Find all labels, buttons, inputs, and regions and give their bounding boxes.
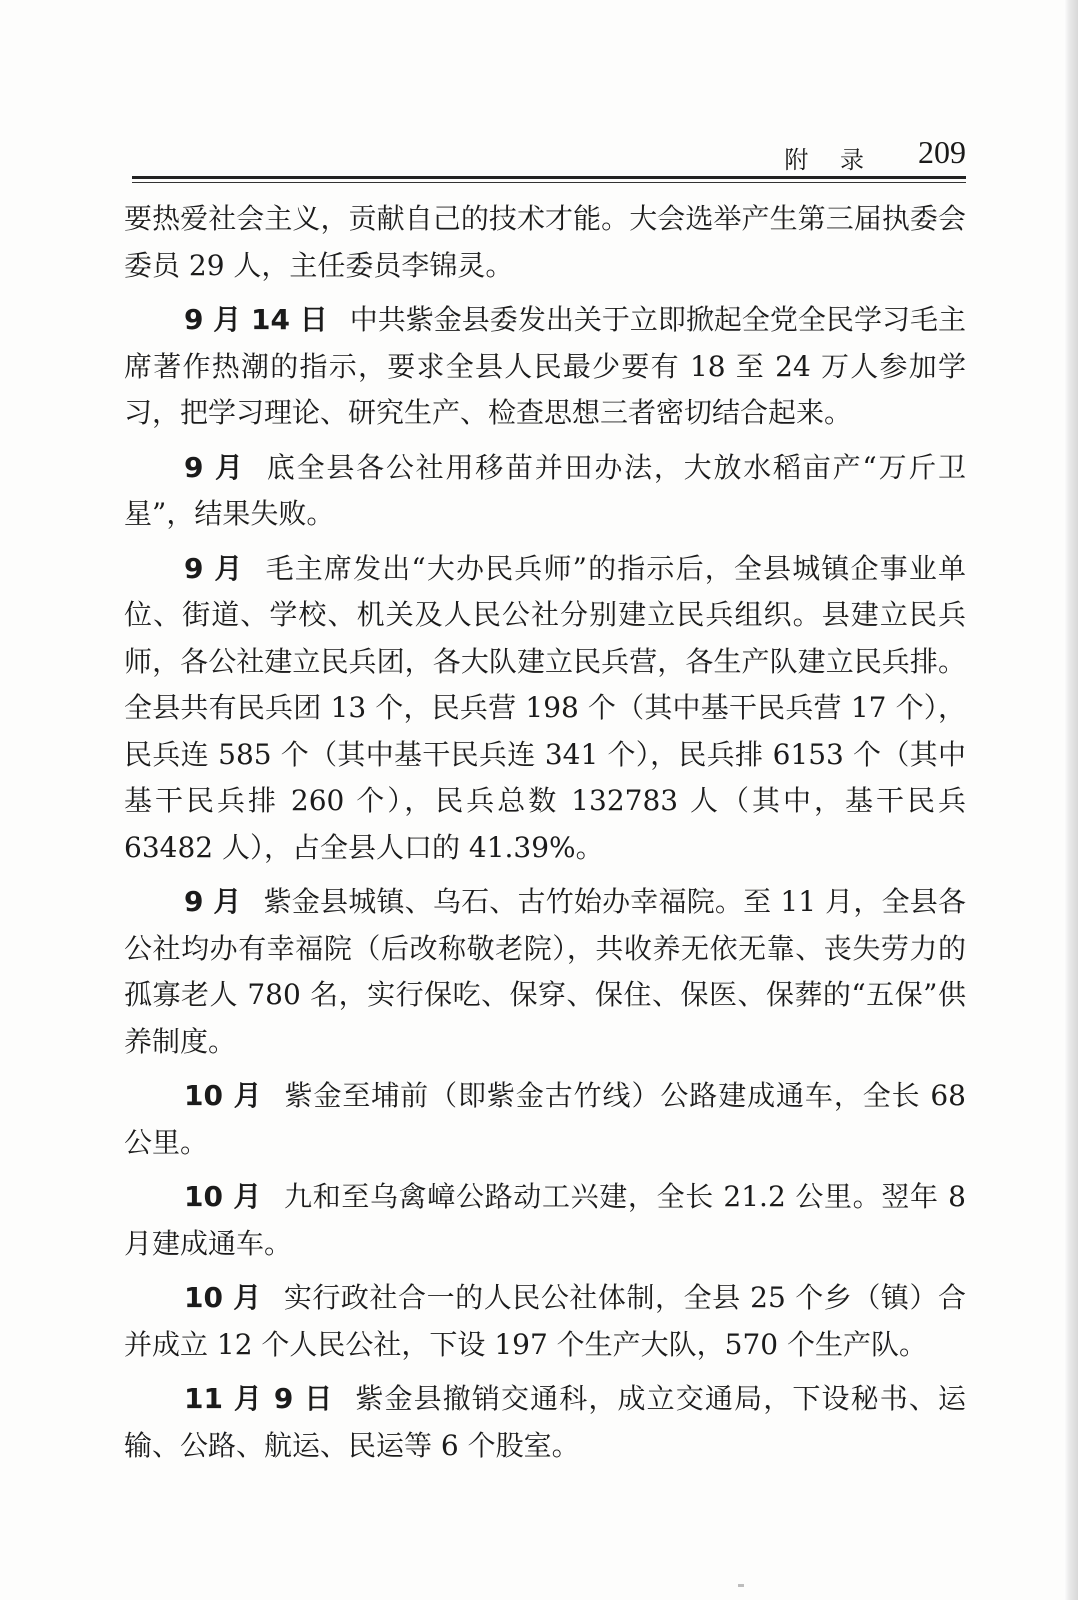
entry-date: 10 月 <box>184 1079 263 1112</box>
entry-date: 9 月 14 日 <box>184 303 328 336</box>
running-header <box>132 134 966 174</box>
scan-speck <box>738 1584 744 1587</box>
page-number: 209 <box>918 134 966 170</box>
entry-text: 紫金县撤销交通科，成立交通局，下设秘书、运输、公路、航运、民运等 6 个股室。 <box>124 1382 966 1462</box>
chronicle-body <box>124 196 966 1477</box>
entry-text: 紫金县城镇、乌石、古竹始办幸福院。至 11 月，全县各公社均办有幸福院（后改称敬老院），共收养无依无靠、丧失劳力的孤寡老人 780 名，实行保吃、保穿、保住、保医、保葬的“五保”供养制度。 <box>124 885 966 1058</box>
header-rule-thin <box>132 182 966 183</box>
entry-text: 紫金至埔前（即紫金古竹线）公路建成通车，全长 68 公里。 <box>124 1079 966 1159</box>
header-rule-thick <box>132 176 966 179</box>
entry-text: 实行政社合一的人民公社体制，全县 25 个乡（镇）合并成立 12 个人民公社，下设 197 个生产大队，570 个生产队。 <box>124 1281 966 1361</box>
chronicle-entry <box>124 1073 966 1166</box>
chronicle-entry <box>124 445 966 538</box>
entry-text: 底全县各公社用移苗并田办法，大放水稻亩产“万斤卫星”，结果失败。 <box>124 450 966 530</box>
paragraph-text: 要热爱社会主义，贡献自己的技术才能。大会选举产生第三届执委会委员 29 人，主任委员李锦灵。 <box>124 202 966 282</box>
entry-text: 中共紫金县委发出关于立即掀起全党全民学习毛主席著作热潮的指示，要求全县人民最少要有 18 至 24 万人参加学习，把学习理论、研究生产、检查思想三者密切结合起来。 <box>124 303 966 429</box>
chronicle-entry <box>124 1376 966 1469</box>
entry-date: 9 月 <box>184 551 244 585</box>
entry-text: 九和至乌禽嶂公路动工兴建，全长 21.2 公里。翌年 8 月建成通车。 <box>124 1180 966 1260</box>
entry-text: 毛主席发出“大办民兵师”的指示后，全县城镇企事业单位、街道、学校、机关及人民公社分别建立民兵组织。县建立民兵师，各公社建立民兵团，各大队建立民兵营，各生产队建立民兵排。全县共有民兵团 13 个，民兵营 198 个（其中基干民兵营 17 个），民兵连 585 个（其中基干民兵连 341 个），民兵排 6153 个（其中基干民兵排 260 个），民兵总数 132783 人（其中，基干民兵 63482 人），占全县人口的 41.39%。 <box>124 551 967 864</box>
paragraph-continued <box>124 196 966 289</box>
page-edge-shadow <box>1064 0 1078 1600</box>
entry-date: 9 月 <box>184 885 242 918</box>
entry-date: 10 月 <box>184 1281 262 1314</box>
chronicle-entry <box>124 1174 966 1267</box>
chronicle-entry <box>124 879 966 1065</box>
chronicle-entry <box>124 297 966 437</box>
entry-date: 10 月 <box>184 1180 263 1213</box>
entry-date: 11 月 9 日 <box>184 1382 334 1415</box>
header-section-title: 附 录 <box>784 146 876 174</box>
entry-date: 9 月 <box>184 450 245 484</box>
chronicle-entry <box>124 546 966 872</box>
chronicle-entry <box>124 1275 966 1368</box>
